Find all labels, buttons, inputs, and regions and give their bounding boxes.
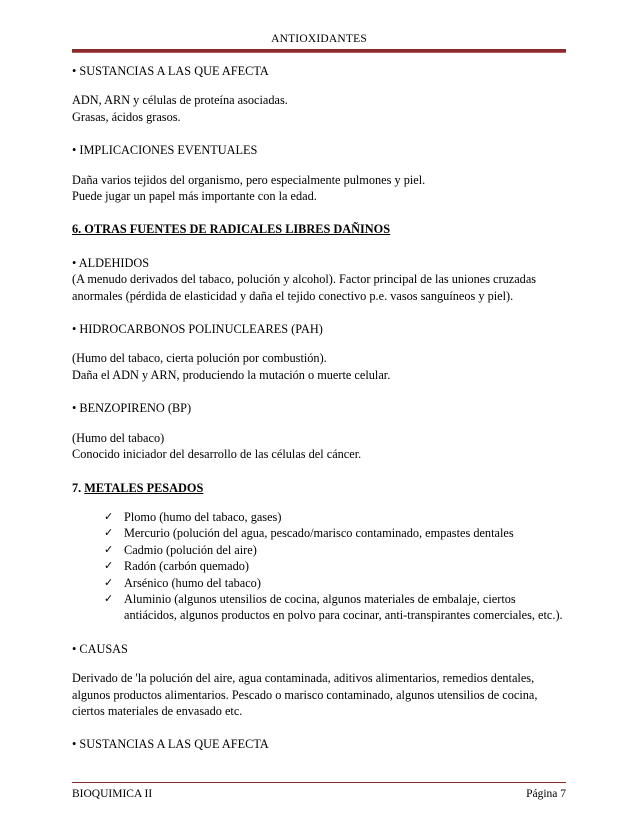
- footer-divider: [72, 782, 566, 783]
- implicaciones-line-1: Daña varios tejidos del organismo, pero especialmente pulmones y piel.: [72, 172, 426, 187]
- footer-page-number: Página 7: [526, 788, 566, 800]
- list-item-label: Plomo (humo del tabaco, gases): [124, 509, 282, 524]
- section-sustancias-heading: • SUSTANCIAS A LAS QUE AFECTA: [72, 64, 269, 78]
- spacer: [72, 624, 566, 641]
- check-icon: ✓: [104, 559, 114, 573]
- spacer: [72, 657, 566, 670]
- spacer: [72, 159, 566, 172]
- pah-line-1: (Humo del tabaco, cierta polución por combustión).: [72, 351, 327, 366]
- aldehidos-heading: • ALDEHIDOS: [72, 255, 150, 270]
- header-divider: [72, 49, 566, 53]
- section-7-heading: [72, 480, 566, 496]
- spacer: [72, 125, 566, 142]
- benzopireno-heading: • BENZOPIRENO (BP): [72, 401, 192, 416]
- benzopireno-line-2: Conocido iniciador del desarrollo de las células del cáncer.: [72, 447, 362, 462]
- section-7-number: 7.: [72, 480, 85, 495]
- spacer: [72, 79, 566, 92]
- spacer: [72, 304, 566, 321]
- spacer: [72, 463, 566, 480]
- list-item: [72, 525, 566, 541]
- spacer: [72, 383, 566, 400]
- list-item-label: Radón (carbón quemado): [124, 559, 249, 574]
- pah-line-2: Daña el ADN y ARN, produciendo la mutación o muerte celular.: [72, 367, 391, 382]
- list-item-label: Cadmio (polución del aire): [124, 542, 257, 557]
- spacer: [72, 496, 566, 509]
- check-icon: ✓: [104, 509, 114, 523]
- implicaciones-line-2: Puede jugar un papel más importante con la edad.: [72, 189, 317, 204]
- check-icon: ✓: [104, 575, 114, 589]
- section-implicaciones-heading: • IMPLICACIONES EVENTUALES: [72, 143, 258, 158]
- list-item: [72, 542, 566, 558]
- spacer: [72, 417, 566, 430]
- list-item: [72, 591, 566, 624]
- list-item-label: Mercurio (polución del agua, pescado/marisco contaminado, empastes dentales: [124, 526, 514, 541]
- causas-heading: • CAUSAS: [72, 641, 128, 656]
- list-item: [72, 558, 566, 574]
- spacer: [72, 719, 566, 736]
- section-6-heading: 6. OTRAS FUENTES DE RADICALES LIBRES DAÑINOS: [72, 222, 391, 237]
- section-7-title: METALES PESADOS: [84, 480, 204, 495]
- footer-course-label: BIOQUIMICA II: [72, 788, 153, 800]
- aldehidos-text: (A menudo derivados del tabaco, polución y alcohol). Factor principal de las uniones cruzadas anormales (pérdida de elasticidad y daña el tejido conectivo p.e. vasos sanguíneos y piel).: [72, 272, 537, 303]
- list-item: [72, 509, 566, 525]
- list-item-label: Arsénico (humo del tabaco): [124, 575, 261, 590]
- spacer: [72, 204, 566, 221]
- check-icon: ✓: [104, 591, 114, 605]
- spacer: [72, 337, 566, 350]
- list-item: [72, 575, 566, 591]
- benzopireno-line-1: (Humo del tabaco): [72, 430, 165, 445]
- check-icon: ✓: [104, 526, 114, 540]
- sustancias-line-1: ADN, ARN y células de proteína asociadas.: [72, 93, 288, 108]
- pah-heading: • HIDROCARBONOS POLINUCLEARES (PAH): [72, 322, 323, 337]
- sustancias-line-2: Grasas, ácidos grasos.: [72, 109, 181, 124]
- metales-pesados-list: [72, 509, 566, 624]
- spacer: [72, 238, 566, 255]
- sustancias-afecta-heading: • SUSTANCIAS A LAS QUE AFECTA: [72, 737, 269, 752]
- page-header-title: ANTIOXIDANTES: [271, 33, 367, 45]
- check-icon: ✓: [104, 542, 114, 556]
- list-item-label: Aluminio (algunos utensilios de cocina, algunos materiales de embalaje, ciertos antiácidos, algunos productos en polvo para cocinar, anti-transpirantes comerciales, etc.).: [124, 591, 563, 623]
- document-body: [72, 63, 566, 753]
- causas-text: Derivado de 'la polución del aire, agua contaminada, aditivos alimentarios, remedios dentales, algunos productos alimentarios. Pescado o marisco contaminado, algunos utensilios de cocina, ciertos materiales de envasado etc.: [72, 671, 538, 718]
